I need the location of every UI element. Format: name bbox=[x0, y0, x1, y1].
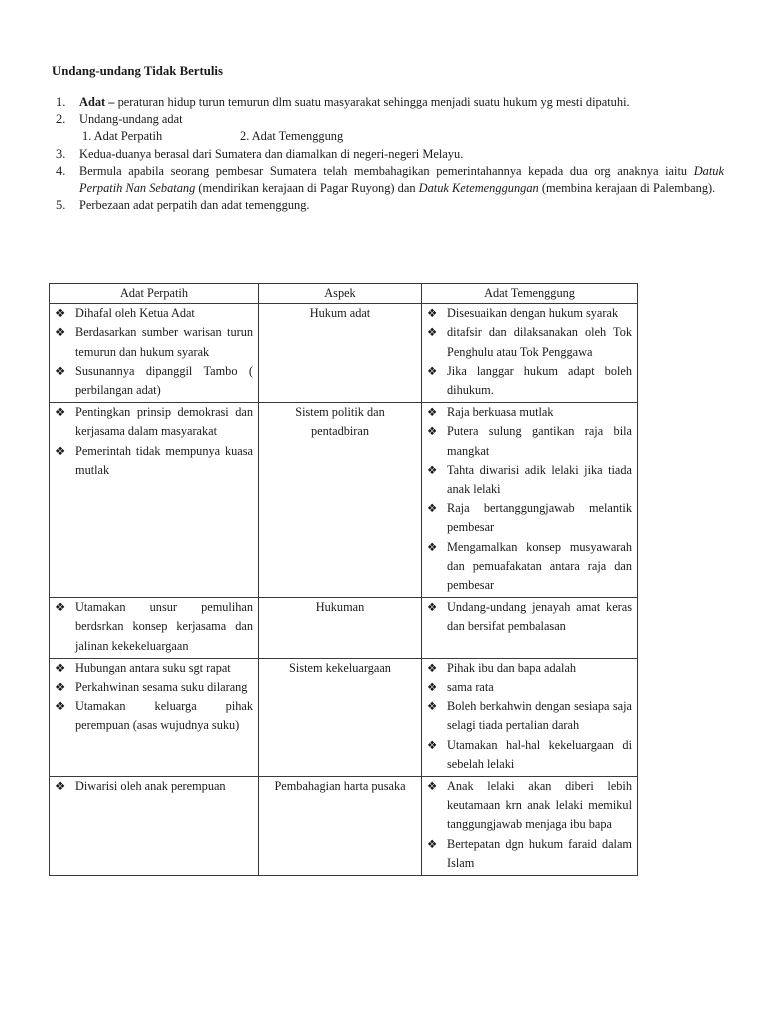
table-row bbox=[50, 304, 638, 403]
diamond-bullet-icon: ❖ bbox=[427, 424, 438, 439]
diamond-bullet-icon: ❖ bbox=[427, 501, 438, 516]
list-text: Perbezaan adat perpatih dan adat temenggung. bbox=[79, 198, 310, 213]
diamond-bullet-icon: ❖ bbox=[427, 660, 438, 675]
diamond-bullet-icon: ❖ bbox=[427, 600, 438, 615]
header-aspek: Aspek bbox=[259, 284, 422, 304]
diamond-bullet-icon: ❖ bbox=[427, 836, 438, 851]
bullet-item: ❖ Raja bertanggungjawab melantik pembesar bbox=[427, 501, 632, 535]
temenggung-cell bbox=[422, 598, 638, 659]
list-item-1 bbox=[52, 94, 724, 111]
diamond-bullet-icon: ❖ bbox=[427, 325, 438, 340]
bullet-item: ❖ Susunannya dipanggil Tambo ( perbilangan adat) bbox=[55, 363, 253, 398]
diamond-bullet-icon: ❖ bbox=[427, 737, 438, 752]
bullet-item: ❖ Tahta diwarisi adik lelaki jika tiada anak lelaki bbox=[427, 462, 632, 497]
diamond-bullet-icon: ❖ bbox=[427, 306, 438, 321]
bullet-item: ❖ Mengamalkan konsep musyawarah dan pemuafakatan antara raja dan pembesar bbox=[427, 539, 632, 593]
bullet-item: ❖ Utamakan keluarga pihak perempuan (asas wujudnya suku) bbox=[55, 699, 253, 733]
table-row bbox=[50, 598, 638, 659]
diamond-bullet-icon: ❖ bbox=[55, 680, 66, 695]
bullet-item: ❖ Diwarisi oleh anak perempuan bbox=[55, 777, 253, 796]
bullet-item: ❖ ditafsir dan dilaksanakan oleh Tok Penghulu atau Tok Penggawa bbox=[427, 325, 632, 359]
bullet-item: ❖ Anak lelaki akan diberi lebih keutamaan krn anak lelaki memikul tanggungjawab menjaga ibu bapa bbox=[427, 779, 632, 832]
diamond-bullet-icon: ❖ bbox=[427, 363, 438, 378]
aspek-cell: Hukum adat bbox=[259, 304, 422, 403]
list-number: 3. bbox=[56, 146, 66, 161]
list-item-5 bbox=[52, 197, 724, 214]
header-adat-perpatih: Adat Perpatih bbox=[50, 284, 259, 304]
list-text: (mendirikan kerajaan di Pagar Ruyong) dan bbox=[195, 181, 419, 196]
bullet-item: ❖ Boleh berkahwin dengan sesiapa saja selagi tiada pertalian darah bbox=[427, 699, 632, 733]
list-item-3 bbox=[52, 146, 724, 163]
diamond-bullet-icon: ❖ bbox=[55, 779, 66, 794]
temenggung-cell bbox=[422, 304, 638, 403]
table-header-row bbox=[50, 284, 638, 304]
adat-term: Adat – bbox=[79, 95, 115, 109]
list-text: Undang-undang adat bbox=[79, 112, 183, 127]
list-number: 2. bbox=[56, 112, 66, 127]
bullet-item: ❖ Bertepatan dgn hukum faraid dalam Islam bbox=[427, 836, 632, 870]
bullet-item: ❖ sama rata bbox=[427, 678, 632, 697]
table-row bbox=[50, 403, 638, 598]
perpatih-cell bbox=[50, 403, 259, 598]
temenggung-cell bbox=[422, 658, 638, 776]
diamond-bullet-icon: ❖ bbox=[55, 660, 66, 675]
list-text: (membina kerajaan di Palembang). bbox=[538, 181, 716, 196]
list-item-2 bbox=[52, 111, 724, 128]
perpatih-cell bbox=[50, 304, 259, 403]
sub-item-perpatih: 1. Adat Perpatih bbox=[82, 129, 163, 144]
perpatih-cell bbox=[50, 777, 259, 876]
diamond-bullet-icon: ❖ bbox=[55, 699, 66, 714]
list-text: Kedua-duanya berasal dari Sumatera dan diamalkan di negeri-negeri Melayu. bbox=[79, 146, 464, 161]
bullet-item: ❖ Perkahwinan sesama suku dilarang bbox=[55, 678, 253, 697]
perpatih-cell bbox=[50, 658, 259, 776]
sub-item-temenggung: 2. Adat Temenggung bbox=[240, 129, 344, 144]
adat-definition: peraturan hidup turun temurun dlm suatu masyarakat sehingga menjadi suatu hukum yg mesti dipatuhi. bbox=[114, 95, 630, 109]
numbered-list bbox=[52, 94, 724, 214]
temenggung-cell bbox=[422, 403, 638, 598]
bullet-item: ❖ Utamakan hal-hal kekeluargaan di sebelah lelaki bbox=[427, 737, 632, 771]
datuk-ketemenggungan-name: Datuk Ketemenggungan bbox=[418, 181, 539, 196]
datuk-perpatih-name: Datuk Perpatih Nan Sebatang bbox=[79, 163, 724, 196]
bullet-item: ❖ Putera sulung gantikan raja bila mangkat bbox=[427, 424, 632, 458]
diamond-bullet-icon: ❖ bbox=[427, 462, 438, 477]
table-row bbox=[50, 658, 638, 776]
diamond-bullet-icon: ❖ bbox=[55, 306, 66, 321]
bullet-item: ❖ Undang-undang jenayah amat keras dan bersifat pembalasan bbox=[427, 600, 632, 634]
aspek-line: Sistem politik dan bbox=[295, 405, 385, 420]
bullet-item: ❖ Pihak ibu dan bapa adalah bbox=[427, 659, 632, 678]
bullet-item: ❖ Raja berkuasa mutlak bbox=[427, 403, 632, 422]
table-row bbox=[50, 777, 638, 876]
list-text: Bermula apabila seorang pembesar Sumatera telah membahagikan pemerintahannya kepada dua org anaknya iaitu bbox=[79, 163, 694, 178]
bullet-item: ❖ Pentingkan prinsip demokrasi dan kerjasama dalam masyarakat bbox=[55, 405, 253, 439]
bullet-item: ❖ Hubungan antara suku sgt rapat bbox=[55, 659, 253, 678]
temenggung-cell bbox=[422, 777, 638, 876]
bullet-item: ❖ Berdasarkan sumber warisan turun temurun dan hukum syarak bbox=[55, 325, 253, 359]
aspek-cell bbox=[259, 403, 422, 598]
bullet-item: ❖ Jika langgar hukum adapt boleh dihukum. bbox=[427, 363, 632, 398]
diamond-bullet-icon: ❖ bbox=[55, 325, 66, 340]
diamond-bullet-icon: ❖ bbox=[427, 680, 438, 695]
list-item-4 bbox=[52, 163, 724, 197]
bullet-item: ❖ Utamakan unsur pemulihan berdsrkan konsep kerjasama dan jalinan kekekeluargaan bbox=[55, 600, 253, 653]
aspek-cell: Hukuman bbox=[259, 598, 422, 659]
header-adat-temenggung: Adat Temenggung bbox=[422, 284, 638, 304]
list-number: 4. bbox=[56, 163, 66, 178]
bullet-item: ❖ Pemerintah tidak mempunya kuasa mutlak bbox=[55, 443, 253, 477]
diamond-bullet-icon: ❖ bbox=[427, 779, 438, 794]
diamond-bullet-icon: ❖ bbox=[55, 405, 66, 420]
bullet-item: ❖ Dihafal oleh Ketua Adat bbox=[55, 304, 253, 323]
diamond-bullet-icon: ❖ bbox=[55, 363, 66, 378]
diamond-bullet-icon: ❖ bbox=[55, 600, 66, 615]
diamond-bullet-icon: ❖ bbox=[427, 699, 438, 714]
sub-list bbox=[52, 128, 724, 145]
aspek-line: pentadbiran bbox=[310, 423, 370, 438]
comparison-table bbox=[49, 283, 638, 876]
bullet-item: ❖ Disesuaikan dengan hukum syarak bbox=[427, 304, 632, 323]
list-number: 1. bbox=[56, 95, 66, 109]
diamond-bullet-icon: ❖ bbox=[55, 443, 66, 458]
diamond-bullet-icon: ❖ bbox=[427, 539, 438, 554]
aspek-cell: Pembahagian harta pusaka bbox=[259, 777, 422, 876]
list-number: 5. bbox=[56, 198, 66, 213]
document-title: Undang-undang Tidak Bertulis bbox=[52, 64, 223, 78]
perpatih-cell bbox=[50, 598, 259, 659]
diamond-bullet-icon: ❖ bbox=[427, 405, 438, 420]
aspek-cell: Sistem kekeluargaan bbox=[259, 658, 422, 776]
